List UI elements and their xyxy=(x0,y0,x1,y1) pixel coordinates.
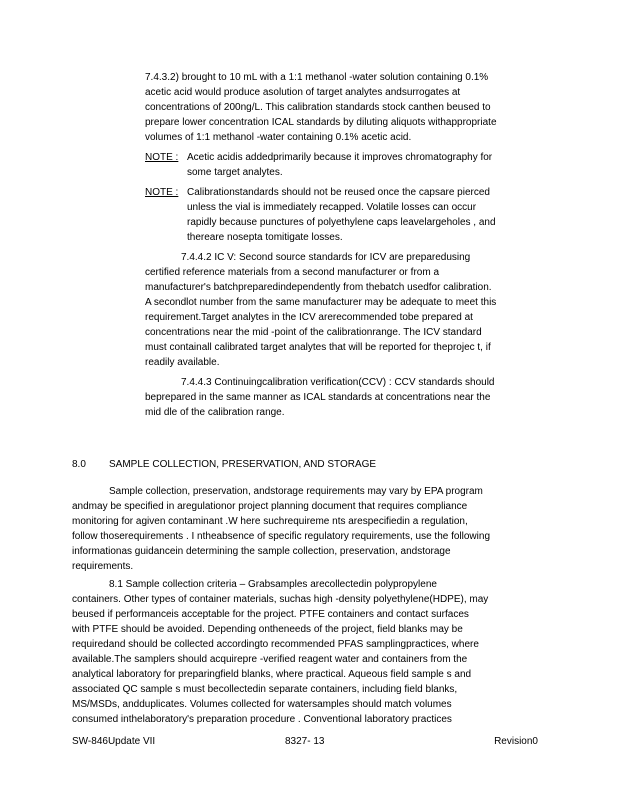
text-line: mid dle of the calibration range. xyxy=(145,407,285,418)
text-line: 7.4.4.3 Continuingcalibration verification(CCV) : CCV standards should xyxy=(181,377,495,388)
text-line: available.The samplers should acquirepre -verified reagent water and containers from the xyxy=(72,654,468,665)
footer-page-number: 8327- 13 xyxy=(285,736,325,747)
section-title: SAMPLE COLLECTION, PRESERVATION, AND STORAGE xyxy=(109,459,377,470)
text-line: requirement.Target analytes in the ICV arerecommended tobe prepared at xyxy=(145,312,473,323)
text-line: concentrations near the mid -point of the calibrationrange. The ICV standard xyxy=(145,327,482,338)
text-line: rapidly because punctures of polyethylene caps leavelargeholes , and xyxy=(187,217,496,228)
text-line: MS/MSDs, andduplicates. Volumes collected for watersamples should match volumes xyxy=(72,699,452,710)
text-line: must containall calibrated target analytes that will be reported for theprojec t, if xyxy=(145,342,491,353)
text-line: certified reference materials from a second manufacturer or from a xyxy=(145,267,440,278)
text-line: associated QC sample s must becollectedin separate containers, including field blanks, xyxy=(72,684,458,695)
footer-revision: Revision0 xyxy=(494,736,538,747)
text-line: acetic acid would produce asolution of target analytes andsurrogates at xyxy=(145,87,461,98)
text-line: thereare nosepta tomitigate losses. xyxy=(187,232,343,243)
text-line: beused if performanceis acceptable for the project. PTFE containers and contact surfaces xyxy=(72,609,469,620)
text-line: requiredand should be collected accordingto recommended PFAS samplingpractices, where xyxy=(72,639,479,650)
text-line: concentrations of 200ng/L. This calibration standards stock canthen beused to xyxy=(145,102,491,113)
text-line: Sample collection, preservation, andstorage requirements may vary by EPA program xyxy=(109,486,483,497)
text-line: unless the vial is immediately recapped. Volatile losses can occur xyxy=(187,202,477,213)
text-line: volumes of 1:1 methanol -water containing 0.1% acetic acid. xyxy=(145,132,412,143)
text-line: beprepared in the same manner as ICAL standards at concentrations near the xyxy=(145,392,491,403)
text-line: readily available. xyxy=(145,357,220,368)
text-line: 7.4.3.2) brought to 10 mL with a 1:1 methanol -water solution containing 0.1% xyxy=(145,72,489,83)
text-line: Calibrationstandards should not be reused once the capsare pierced xyxy=(187,187,490,198)
text-line: some target analytes. xyxy=(187,167,283,178)
section-number: 8.0 xyxy=(72,459,86,470)
note-label: NOTE : xyxy=(145,152,179,163)
text-line: containers. Other types of container materials, suchas high -density polyethylene(HDPE), may xyxy=(72,594,489,605)
text-line: 7.4.4.2 IC V: Second source standards for ICV are preparedusing xyxy=(181,252,471,263)
text-line: A secondlot number from the same manufacturer may be adequate to meet this xyxy=(145,297,497,308)
text-line: Acetic acidis addedprimarily because it improves chromatography for xyxy=(187,152,493,163)
text-line: with PTFE should be avoided. Depending ontheneeds of the project, field blanks may be xyxy=(72,624,463,635)
text-line: 8.1 Sample collection criteria – Grabsamples arecollectedin polypropylene xyxy=(109,579,437,590)
note-label: NOTE : xyxy=(145,187,179,198)
text-line: requirements. xyxy=(72,561,134,572)
text-line: manufacturer's batchpreparedindependently from thebatch usedfor calibration. xyxy=(145,282,492,293)
text-line: follow thoserequirements . I ntheabsence of specific regulatory requirements, use the following xyxy=(72,531,491,542)
text-line: andmay be specified in aregulationor project planning document that requires compliance xyxy=(72,501,468,512)
footer-document-id: SW-846Update VII xyxy=(72,736,156,747)
text-line: informationas guidancein determining the sample collection, preservation, andstorage xyxy=(72,546,451,557)
text-line: analytical laboratory for preparingfield blanks, where practical. Aqueous field sample s and xyxy=(72,669,472,680)
text-line: monitoring for agiven contaminant .W here suchrequireme nts arespecifiedin a regulation, xyxy=(72,516,468,527)
text-line: consumed inthelaboratory's preparation procedure . Conventional laboratory practices xyxy=(72,714,452,725)
text-line: prepare lower concentration ICAL standards by diluting aliquots withappropriate xyxy=(145,117,497,128)
